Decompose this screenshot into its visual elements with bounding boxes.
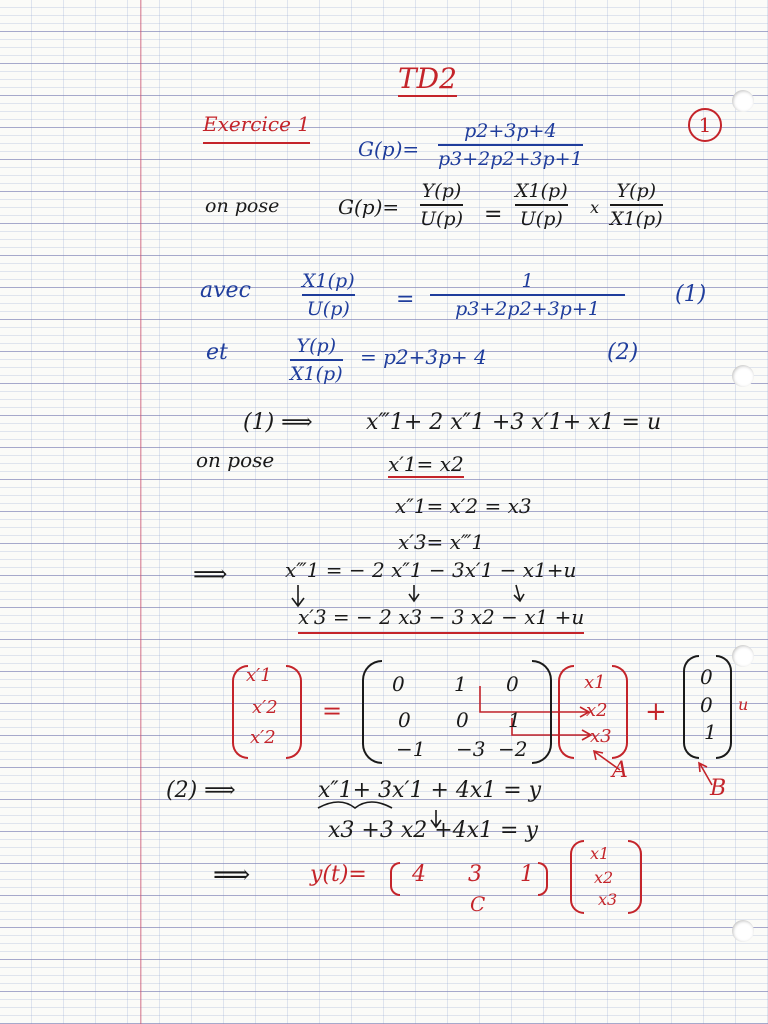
input-u: u [738,695,749,714]
et-label: et [206,340,228,365]
fraction-denominator: U(p) [519,208,563,230]
output-state-entry: x2 [594,868,614,887]
matrix-c-left-paren [390,862,400,896]
matrix-c-cell: 1 [520,862,534,887]
output-equation-1: x″1+ 3x′1 + 4x1 = y [318,778,542,803]
fraction-denominator: U(p) [306,298,350,320]
matrix-a-cell: 1 [454,672,467,696]
matrix-c-cell: 4 [412,862,426,887]
matrix-b-right-paren [716,655,732,759]
et-rhs: = p2+3p+ 4 [360,345,487,369]
matrix-a-cell: −3 [456,737,486,761]
implication-1: (1) ⟹ [243,410,313,435]
equation-tag-1: (1) [675,282,707,307]
lhs-vector-entry: x′2 [252,697,278,718]
state-vector-entry: x2 [586,700,608,721]
implication-2: (2) ⟹ [166,778,236,803]
matrix-b-cell: 0 [700,665,713,689]
differential-equation-2: x‴1 = − 2 x″1 − 3x′1 − x1+u [285,558,577,582]
output-equation-2: x3 +3 x2 +4x1 = y [328,818,538,843]
differential-equation-1: x‴1+ 2 x″1 +3 x′1+ x1 = u [366,410,662,435]
lhs-vector-entry: x′1 [246,665,272,686]
transfer-numerator: p2+3p+4 [464,120,557,142]
fraction-numerator: Y(p) [296,335,337,357]
matrix-c-cell: 3 [468,862,482,887]
implies-arrow: ⟹ [213,860,251,890]
fraction-numerator: 1 [521,270,534,292]
fraction-numerator: Y(p) [616,180,657,202]
implies-arrow: ⟹ [193,560,228,588]
fraction-numerator: X1(p) [515,180,568,202]
matrix-c-label: C [470,892,486,916]
matrix-a-cell: 0 [392,672,405,696]
on-pose-label: on pose [205,195,280,217]
differential-equation-3: x′3 = − 2 x3 − 3 x2 − x1 +u [298,605,584,634]
on-pose-label-2: on pose [196,448,275,472]
output-state-entry: x1 [590,844,610,863]
matrix-a-cell: 0 [456,708,469,732]
state-vector-left-paren [558,665,574,759]
equals-sign: = [484,202,503,227]
transfer-denominator: p3+2p2+3p+1 [438,148,583,170]
output-state-left-paren [570,840,584,914]
output-state-entry: x3 [598,890,618,909]
matrix-a-cell: 1 [508,708,521,732]
matrix-a-left-paren [362,660,382,764]
state-definition-3: x′3= x‴1 [398,530,485,554]
page-title: TD2 [398,62,457,95]
state-vector-entry: x3 [590,726,612,747]
output-state-right-paren [628,840,642,914]
exercise-label: Exercice 1 [203,112,310,144]
avec-label: avec [200,278,251,303]
equals-sign: = [396,287,415,312]
matrix-c-right-paren [538,862,548,896]
fraction-numerator: Y(p) [421,180,462,202]
matrix-a-cell: 0 [506,672,519,696]
output-lhs: y(t)= [310,862,367,887]
fraction-denominator: X1(p) [290,363,343,385]
matrix-b-left-paren [683,655,699,759]
equation-tag-2: (2) [607,340,639,365]
fraction-numerator: X1(p) [302,270,355,292]
matrix-a-right-paren [532,660,552,764]
plus-sign: + [645,697,667,727]
fraction-denominator: X1(p) [610,208,663,230]
fraction-denominator: U(p) [420,208,464,230]
page-number: 1 [688,108,722,142]
matrix-b-cell: 1 [704,720,717,744]
matrix-b-cell: 0 [700,693,713,717]
times-sign: x [590,198,600,217]
matrix-b-label: B [710,776,727,801]
transfer-lhs: G(p)= [358,137,420,161]
state-definition-2: x″1= x′2 = x3 [395,494,532,518]
state-definition-1: x′1= x2 [388,452,464,476]
fraction-denominator: p3+2p2+3p+1 [455,298,600,320]
lhs-vector-entry: x′2 [250,727,276,748]
matrix-equals: = [322,697,343,725]
matrix-a-cell: 0 [398,708,411,732]
g-lhs: G(p)= [338,195,400,219]
state-vector-entry: x1 [584,672,606,693]
state-vector-right-paren [612,665,628,759]
matrix-a-cell: −2 [498,737,528,761]
lhs-vector-right-paren [286,665,302,759]
matrix-a-cell: −1 [396,737,426,761]
matrix-a-label: A [612,758,628,783]
